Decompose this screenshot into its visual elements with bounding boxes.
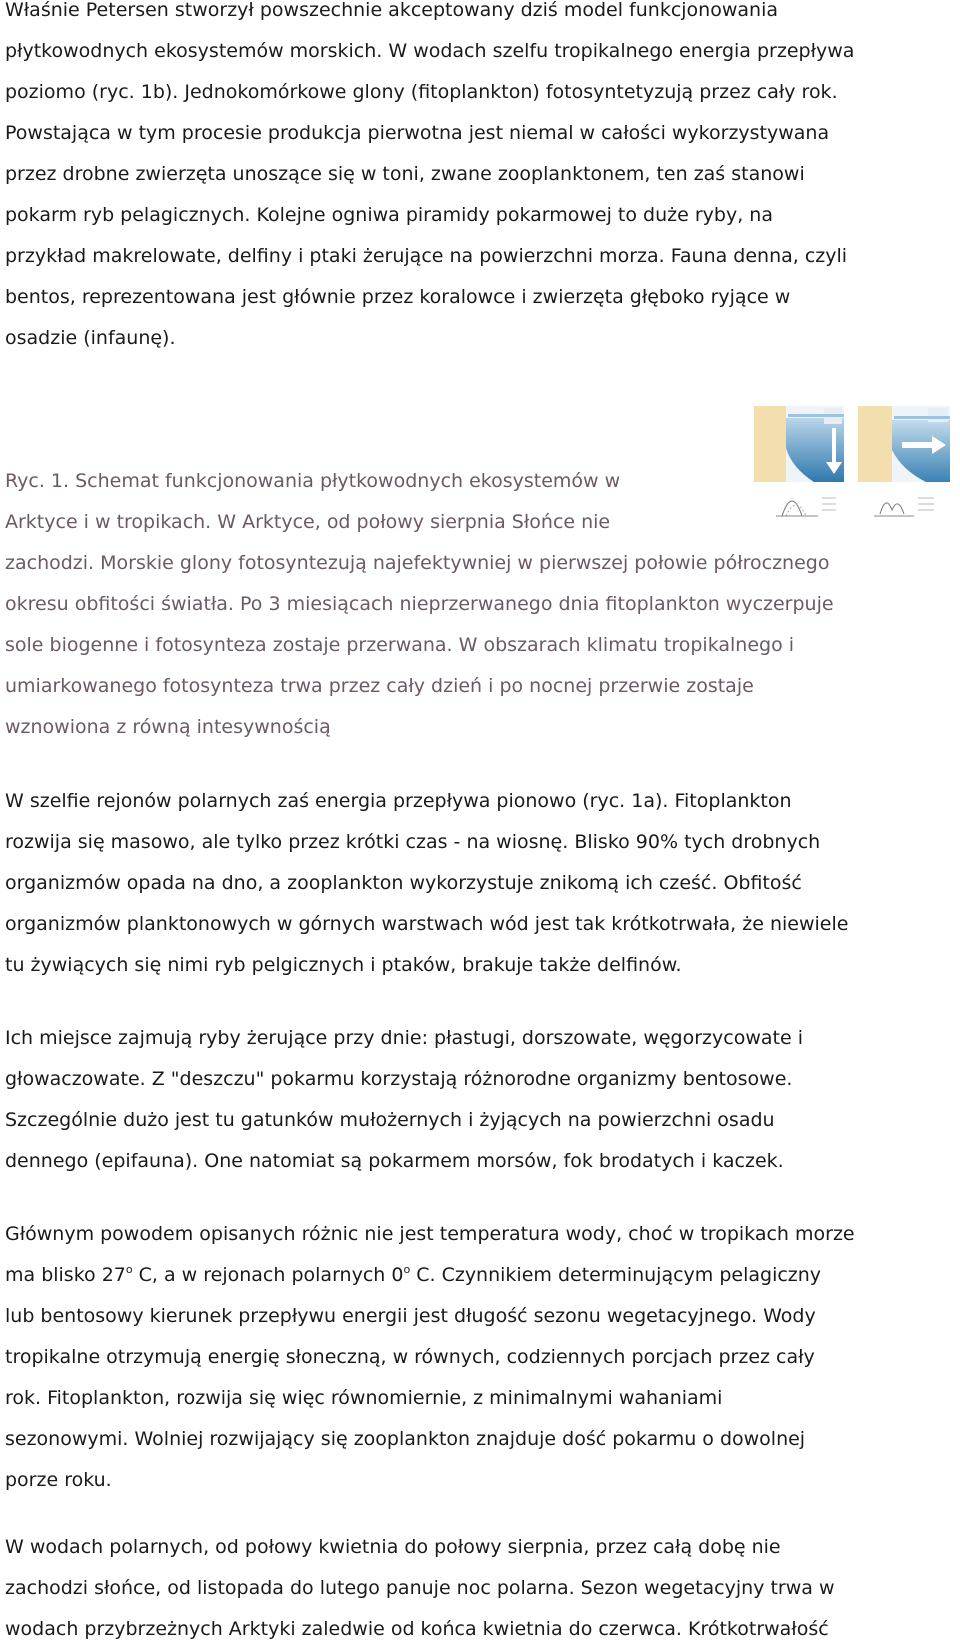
text-line: rok. Fitoplankton, rozwija się więc równomiernie, z minimalnymi wahaniami xyxy=(5,1387,723,1409)
text-line: lub bentosowy kierunek przepływu energii jest długość sezonu wegetacyjnego. Wody xyxy=(5,1305,816,1327)
caption-line: Ryc. 1. Schemat funkcjonowania płytkowodnych ekosystemów w xyxy=(5,470,621,492)
text-line: przez drobne zwierzęta unoszące się w toni, zwane zooplanktonem, ten zaś stanowi xyxy=(5,163,805,185)
text-line: płytkowodnych ekosystemów morskich. W wodach szelfu tropikalnego energia przepływa xyxy=(5,40,855,62)
text-line: sezonowymi. Wolniej rozwijający się zooplankton znajduje dość pokarmu o dowolnej xyxy=(5,1428,806,1450)
paragraph-polar-waters xyxy=(5,1527,945,1650)
degree-superscript: o xyxy=(403,1263,411,1276)
text-line: Ich miejsce zajmują ryby żerujące przy dnie: płastugi, dorszowate, węgorzycowate i xyxy=(5,1027,803,1049)
text-line: organizmów opada na dno, a zooplankton wykorzystuje znikomą ich cześć. Obfitość xyxy=(5,872,802,894)
text-line: Właśnie Petersen stworzył powszechnie akceptowany dziś model funkcjonowania xyxy=(5,0,778,21)
text-line: dennego (epifauna). One natomiat są pokarmem morsów, fok brodatych i kaczek. xyxy=(5,1150,784,1172)
caption-line: okresu obfitości światła. Po 3 miesiącach nieprzerwanego dnia fitoplankton wyczerpuje xyxy=(5,593,834,615)
caption-line: Arktyce i w tropikach. W Arktyce, od połowy sierpnia Słońce nie xyxy=(5,511,611,533)
text-segment: C, a w rejonach polarnych 0 xyxy=(132,1264,404,1286)
text-line: tu żywiących się nimi ryb pelgicznych i ptaków, brakuje także delfinów. xyxy=(5,954,682,976)
paragraph-bottom-fish xyxy=(5,1018,945,1182)
text-line: W szelfie rejonów polarnych zaś energia przepływa pionowo (ryc. 1a). Fitoplankton xyxy=(5,790,792,812)
text-line: W wodach polarnych, od połowy kwietnia do połowy sierpnia, przez całą dobę nie xyxy=(5,1536,781,1558)
text-line: głowaczowate. Z "deszczu" pokarmu korzystają różnorodne organizmy bentosowe. xyxy=(5,1068,793,1090)
text-line: porze roku. xyxy=(5,1469,112,1491)
text-line: Głównym powodem opisanych różnic nie jest temperatura wody, choć w tropikach morze xyxy=(5,1223,855,1245)
text-line: wodach przybrzeżnych Arktyki zaledwie od końca kwietnia do czerwca. Krótkotrwałość xyxy=(5,1618,829,1640)
caption-line: umiarkowanego fotosynteza trwa przez cały dzień i po nocnej przerwie zostaje xyxy=(5,675,754,697)
text-segment: ma blisko 27 xyxy=(5,1264,126,1286)
text-line: pokarm ryb pelagicznych. Kolejne ogniwa piramidy pokarmowej to duże ryby, na xyxy=(5,204,773,226)
caption-line: wznowiona z równą intesywnością xyxy=(5,716,331,738)
text-line: rozwija się masowo, ale tylko przez krótki czas - na wiosnę. Blisko 90% tych drobnych xyxy=(5,831,821,853)
text-line: osadzie (infaunę). xyxy=(5,327,176,349)
text-line: przykład makrelowate, delfiny i ptaki żerujące na powierzchni morza. Fauna denna, czyli xyxy=(5,245,848,267)
text-line-with-superscripts xyxy=(5,1255,945,1296)
text-line: tropikalne otrzymują energię słoneczną, w równych, codziennych porcjach przez cały xyxy=(5,1346,815,1368)
paragraph-temperature xyxy=(5,1214,945,1501)
figure-caption xyxy=(5,461,945,748)
paragraph-polar-shelf xyxy=(5,781,945,986)
text-line: poziomo (ryc. 1b). Jednokomórkowe glony (fitoplankton) fotosyntetyzują przez cały rok. xyxy=(5,81,838,103)
degree-superscript: o xyxy=(125,1263,133,1276)
text-segment: C. Czynnikiem determinującym pelagiczny xyxy=(410,1264,822,1286)
text-line: Szczególnie dużo jest tu gatunków mułożernych i żyjących na powierzchni osadu xyxy=(5,1109,775,1131)
text-line: Powstająca w tym procesie produkcja pierwotna jest niemal w całości wykorzystywana xyxy=(5,122,830,144)
caption-line: sole biogenne i fotosynteza zostaje przerwana. W obszarach klimatu tropikalnego i xyxy=(5,634,795,656)
paragraph-petersen xyxy=(5,0,945,359)
text-line: bentos, reprezentowana jest głównie przez koralowce i zwierzęta głęboko ryjące w xyxy=(5,286,791,308)
text-line: organizmów planktonowych w górnych warstwach wód jest tak krótkotrwała, że niewiele xyxy=(5,913,849,935)
text-line: zachodzi słońce, od listopada do lutego panuje noc polarna. Sezon wegetacyjny trwa w xyxy=(5,1577,835,1599)
caption-line: zachodzi. Morskie glony fotosyntezują najefektywniej w pierwszej połowie półrocznego xyxy=(5,552,830,574)
